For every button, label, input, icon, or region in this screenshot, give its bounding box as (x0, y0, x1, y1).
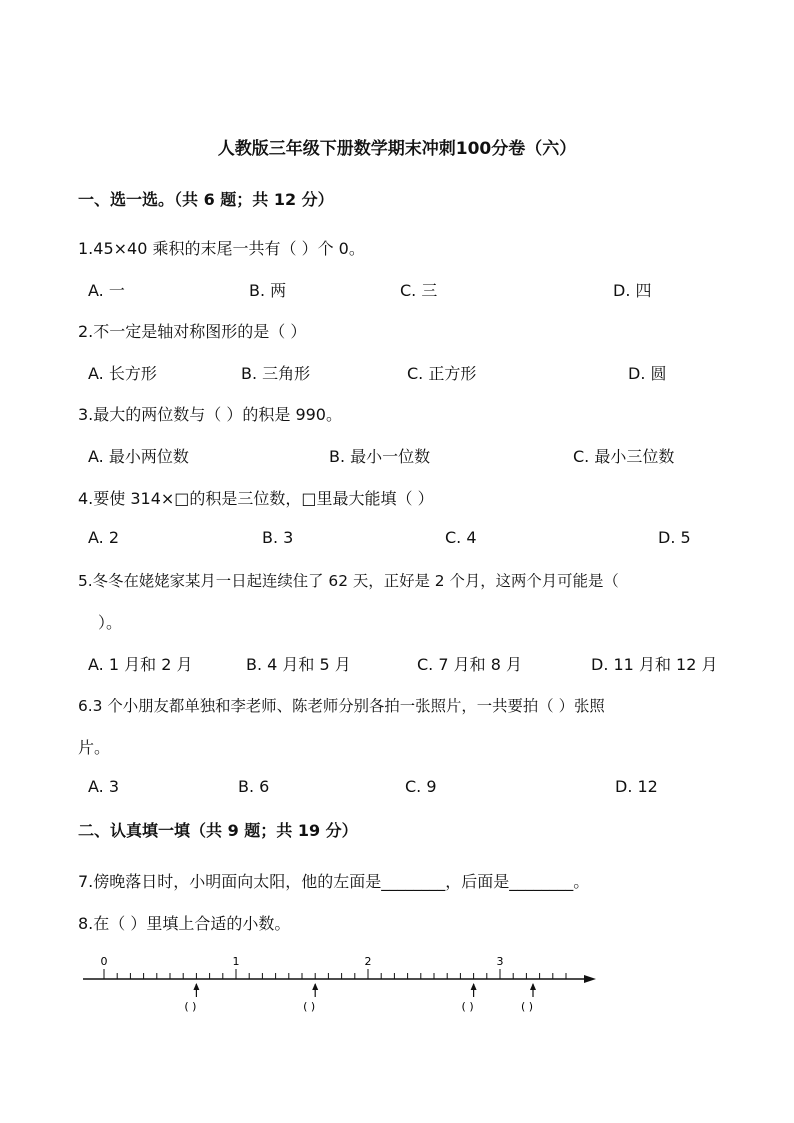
question-5-continued: ）。 (98, 613, 123, 632)
answer-arrow-2 (303, 983, 318, 1013)
answer-arrow-3 (462, 983, 477, 1013)
q6-option-b[interactable]: B. 6 (238, 777, 270, 796)
question-2: 2.不一定是轴对称图形的是（ ） (78, 322, 307, 341)
section-heading-1: 一、选一选。（共 6 题；共 12 分） (78, 190, 334, 209)
answer-arrow-4 (521, 983, 536, 1013)
q3-option-b[interactable]: B. 最小一位数 (329, 447, 431, 466)
q4-option-a[interactable]: A. 2 (88, 528, 120, 547)
q3-option-c[interactable]: C. 最小三位数 (573, 447, 675, 466)
q5-option-d[interactable]: D. 11 月和 12 月 (591, 655, 718, 674)
question-5: 5.冬冬在姥姥家某月一日起连续住了 62 天，正好是 2 个月，这两个月可能是（ (78, 572, 619, 590)
q4-option-d[interactable]: D. 5 (658, 528, 691, 547)
answer-blank-4[interactable]: ( ) (520, 1000, 534, 1013)
q2-option-a[interactable]: A. 长方形 (88, 364, 157, 383)
q2-option-b[interactable]: B. 三角形 (241, 364, 311, 383)
question-6: 6.3 个小朋友都单独和李老师、陈老师分别各拍一张照片，一共要拍（ ）张照 (78, 697, 605, 715)
q1-option-a[interactable]: A. 一 (88, 281, 125, 300)
number-line-labels (101, 955, 504, 968)
q2-option-d[interactable]: D. 圆 (628, 364, 667, 383)
question-7: 7.傍晚落日时，小明面向太阳，他的左面是________，后面是________。 (78, 872, 590, 891)
q3-option-a[interactable]: A. 最小两位数 (88, 447, 189, 466)
q6-option-c[interactable]: C. 9 (405, 777, 437, 796)
question-4: 4.要使 314×□的积是三位数，□里最大能填（ ） (78, 489, 434, 508)
answer-arrow-1 (184, 983, 199, 1013)
number-line-ticks (104, 969, 566, 979)
q5-option-b[interactable]: B. 4 月和 5 月 (246, 655, 351, 674)
answer-blank-2[interactable]: ( ) (303, 1000, 316, 1013)
q1-option-c[interactable]: C. 三 (400, 281, 438, 300)
q4-option-c[interactable]: C. 4 (445, 528, 477, 547)
section-heading-2: 二、认真填一填（共 9 题；共 19 分） (78, 821, 358, 840)
q2-option-c[interactable]: C. 正方形 (407, 364, 477, 383)
q4-option-b[interactable]: B. 3 (262, 528, 294, 547)
q6-option-d[interactable]: D. 12 (615, 777, 658, 796)
q5-option-c[interactable]: C. 7 月和 8 月 (417, 655, 522, 674)
question-1: 1.45×40 乘积的末尾一共有（ ）个 0。 (78, 239, 365, 258)
number-line-arrowhead (584, 975, 596, 983)
tick-label-2: 2 (364, 955, 372, 968)
number-line-arrows (184, 983, 536, 1013)
tick-label-1: 1 (232, 955, 240, 968)
q6-option-a[interactable]: A. 3 (88, 777, 120, 796)
answer-blank-3[interactable]: ( ) (461, 1000, 474, 1013)
tick-label-0: 0 (100, 955, 108, 968)
answer-blank-1[interactable]: ( ) (184, 1000, 197, 1013)
number-line (78, 950, 598, 1020)
question-6-continued: 片。 (78, 738, 111, 757)
q5-option-a[interactable]: A. 1 月和 2 月 (88, 655, 193, 674)
q1-option-b[interactable]: B. 两 (249, 281, 287, 300)
question-3: 3.最大的两位数与（ ）的积是 990。 (78, 405, 342, 424)
question-8: 8.在（ ）里填上合适的小数。 (78, 914, 291, 933)
tick-label-3: 3 (496, 955, 504, 968)
page-title: 人教版三年级下册数学期末冲刺100分卷（六） (217, 139, 577, 159)
q1-option-d[interactable]: D. 四 (613, 281, 652, 300)
